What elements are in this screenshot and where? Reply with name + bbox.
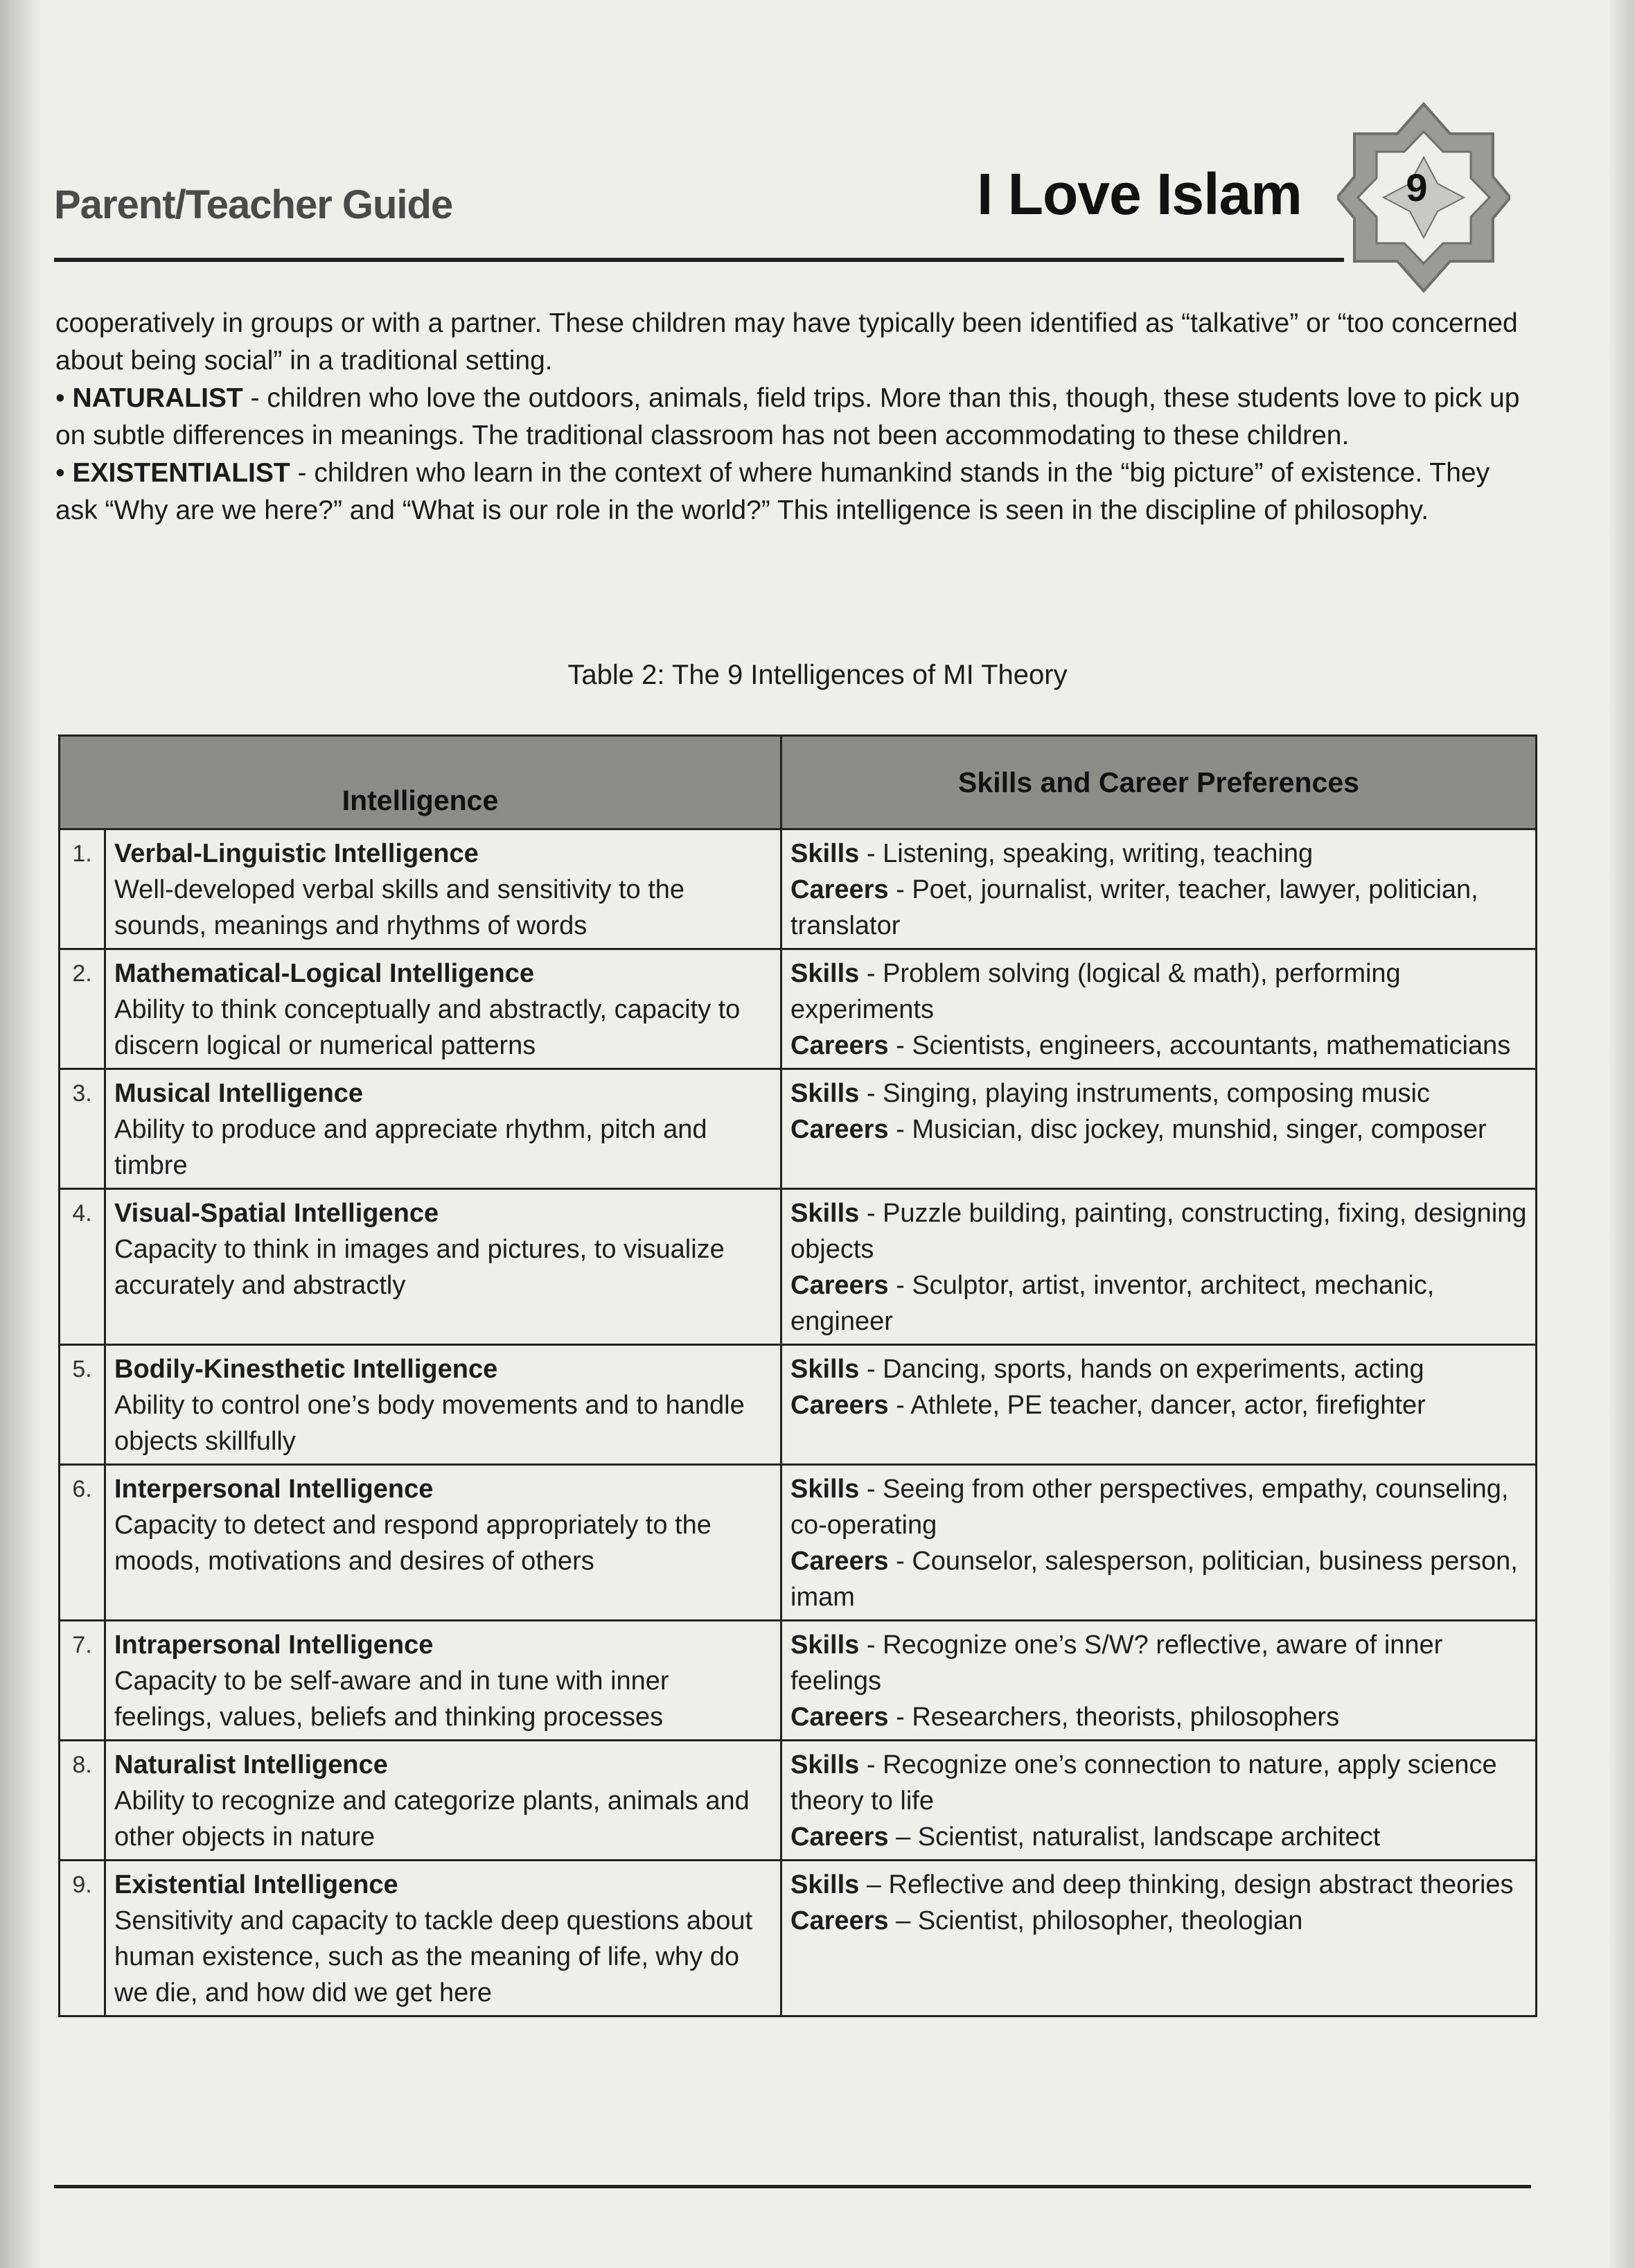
naturalist-label: NATURALIST xyxy=(72,383,243,413)
page-number: 9 xyxy=(1406,166,1428,209)
skills-label: Skills xyxy=(790,1079,860,1108)
skills-text: - Dancing, sports, hands on experiments, acting xyxy=(859,1355,1424,1384)
intelligence-cell xyxy=(105,1861,781,2016)
skills-line xyxy=(790,1075,1527,1111)
table-row xyxy=(60,1189,1537,1345)
header-intelligence: Intelligence xyxy=(60,736,781,829)
intelligence-cell xyxy=(105,1741,781,1861)
careers-text: – Scientist, philosopher, theologian xyxy=(888,1906,1303,1935)
skills-text: - Singing, playing instruments, composing music xyxy=(859,1079,1430,1108)
intelligence-description: Capacity to be self-aware and in tune with inner feelings, values, beliefs and thinking processes xyxy=(114,1667,669,1732)
skills-label: Skills xyxy=(790,1870,860,1899)
skills-text: - Problem solving (logical & math), performing experiments xyxy=(790,959,1401,1024)
footer-divider xyxy=(54,2185,1531,2188)
careers-label: Careers xyxy=(790,1906,889,1935)
skills-line xyxy=(790,1747,1527,1819)
intelligence-description: Ability to produce and appreciate rhythm, pitch and timbre xyxy=(114,1115,707,1180)
careers-label: Careers xyxy=(790,1822,889,1852)
row-number: 3. xyxy=(60,1069,105,1189)
intelligence-name: Musical Intelligence xyxy=(114,1079,363,1108)
intelligence-name: Intrapersonal Intelligence xyxy=(114,1630,434,1660)
skills-line xyxy=(790,1195,1527,1267)
intelligence-cell xyxy=(105,1189,781,1345)
skills-text: - Seeing from other perspectives, empathy, counseling, co-operating xyxy=(790,1475,1509,1540)
skills-careers-cell xyxy=(781,1465,1537,1621)
careers-label: Careers xyxy=(790,1547,889,1576)
intelligence-cell xyxy=(105,949,781,1069)
row-number: 8. xyxy=(60,1741,105,1861)
table-row xyxy=(60,1861,1537,2016)
table-caption: Table 2: The 9 Intelligences of MI Theory xyxy=(567,660,1068,690)
naturalist-text: - children who love the outdoors, animals, field trips. More than this, though, these students love to pick up on subtle differences in meanings. The traditional classroom has not been accommodating to these children. xyxy=(55,383,1520,450)
existentialist-bullet: • EXISTENTIALIST - children who learn in the context of where humankind stands in the “big picture” of existence. They ask “Why are we here?” and “What is our role in the world?” This intelligence is seen in the discipline of philosophy. xyxy=(55,458,1490,525)
skills-line xyxy=(790,836,1527,872)
careers-line xyxy=(790,1819,1527,1855)
careers-text: - Athlete, PE teacher, dancer, actor, firefighter xyxy=(888,1391,1426,1420)
table-row xyxy=(60,1741,1537,1861)
skills-text: - Recognize one’s S/W? reflective, aware of inner feelings xyxy=(790,1630,1443,1696)
careers-label: Careers xyxy=(790,1391,889,1420)
intelligence-name: Interpersonal Intelligence xyxy=(114,1475,434,1504)
skills-careers-cell xyxy=(781,1069,1537,1189)
intelligence-name: Visual-Spatial Intelligence xyxy=(114,1199,439,1228)
skills-text: - Listening, speaking, writing, teaching xyxy=(859,839,1314,868)
careers-line xyxy=(790,872,1527,944)
careers-line xyxy=(790,1111,1527,1148)
intelligence-description: Capacity to detect and respond appropriately to the moods, motivations and desires of others xyxy=(114,1511,712,1576)
careers-label: Careers xyxy=(790,875,889,904)
skills-careers-cell xyxy=(781,949,1537,1069)
careers-line xyxy=(790,1543,1527,1615)
intelligence-cell xyxy=(105,829,781,949)
skills-label: Skills xyxy=(790,1355,860,1384)
skills-label: Skills xyxy=(790,959,860,988)
careers-line xyxy=(790,1699,1527,1735)
careers-label: Careers xyxy=(790,1703,889,1732)
skills-text: - Recognize one’s connection to nature, apply science theory to life xyxy=(790,1750,1497,1816)
careers-line xyxy=(790,1903,1527,1939)
skills-careers-cell xyxy=(781,829,1537,949)
intelligence-cell xyxy=(105,1069,781,1189)
table-row xyxy=(60,1345,1537,1465)
careers-text: – Scientist, naturalist, landscape architect xyxy=(888,1822,1381,1852)
careers-text: - Musician, disc jockey, munshid, singer, composer xyxy=(888,1115,1487,1144)
row-number: 2. xyxy=(60,949,105,1069)
skills-label: Skills xyxy=(790,1199,860,1228)
skills-careers-cell xyxy=(781,1621,1537,1741)
careers-label: Careers xyxy=(790,1271,889,1300)
careers-label: Careers xyxy=(790,1115,889,1144)
page-edge-shadow-right xyxy=(1607,0,1635,2268)
intelligence-name: Existential Intelligence xyxy=(114,1870,398,1899)
intelligence-name: Naturalist Intelligence xyxy=(114,1750,388,1779)
intelligence-cell xyxy=(105,1465,781,1621)
skills-careers-cell xyxy=(781,1861,1537,2016)
skills-careers-cell xyxy=(781,1741,1537,1861)
page-edge-shadow-left xyxy=(0,0,42,2268)
table-row xyxy=(60,949,1537,1069)
intro-paragraph: cooperatively in groups or with a partner. These children may have typically been identified as “talkative” or “too concerned about being social” in a traditional setting. xyxy=(55,308,1518,376)
careers-text: - Researchers, theorists, philosophers xyxy=(888,1703,1340,1732)
intelligence-description: Ability to think conceptually and abstractly, capacity to discern logical or numerical patterns xyxy=(114,995,741,1060)
skills-label: Skills xyxy=(790,839,860,868)
header-divider xyxy=(54,258,1344,262)
intelligence-cell xyxy=(105,1621,781,1741)
intelligence-name: Bodily-Kinesthetic Intelligence xyxy=(114,1355,498,1384)
row-number: 1. xyxy=(60,829,105,949)
careers-text: - Sculptor, artist, inventor, architect, mechanic, engineer xyxy=(790,1271,1435,1336)
table-header-row xyxy=(60,736,1537,829)
intelligence-description: Capacity to think in images and pictures, to visualize accurately and abstractly xyxy=(114,1235,725,1300)
row-number: 4. xyxy=(60,1189,105,1345)
skills-line xyxy=(790,1471,1527,1543)
intelligences-table xyxy=(58,735,1537,2017)
guide-title: Parent/Teacher Guide xyxy=(54,182,453,227)
intelligence-cell xyxy=(105,1345,781,1465)
skills-careers-cell xyxy=(781,1189,1537,1345)
careers-line xyxy=(790,1267,1527,1339)
skills-line xyxy=(790,1867,1527,1903)
careers-line xyxy=(790,1387,1527,1423)
table-row xyxy=(60,1069,1537,1189)
skills-text: – Reflective and deep thinking, design abstract theories xyxy=(859,1870,1514,1899)
header-skills-careers: Skills and Career Preferences xyxy=(781,736,1537,829)
skills-text: - Puzzle building, painting, constructing, fixing, designing objects xyxy=(790,1199,1527,1264)
careers-text: - Poet, journalist, writer, teacher, lawyer, politician, translator xyxy=(790,875,1478,940)
careers-text: - Scientists, engineers, accountants, mathematicians xyxy=(888,1031,1511,1060)
table-row xyxy=(60,1465,1537,1621)
skills-label: Skills xyxy=(790,1750,860,1779)
table-body xyxy=(60,829,1537,2016)
careers-text: - Counselor, salesperson, politician, business person, imam xyxy=(790,1547,1518,1612)
skills-label: Skills xyxy=(790,1630,860,1660)
intelligence-description: Sensitivity and capacity to tackle deep questions about human existence, such as the meaning of life, why do we die, and how did we get here xyxy=(114,1906,753,2007)
intelligence-description: Ability to control one’s body movements and to handle objects skillfully xyxy=(114,1391,745,1456)
skills-careers-cell xyxy=(781,1345,1537,1465)
careers-line xyxy=(790,1028,1527,1064)
careers-label: Careers xyxy=(790,1031,889,1060)
table-row xyxy=(60,1621,1537,1741)
table-row xyxy=(60,829,1537,949)
skills-line xyxy=(790,1627,1527,1699)
intelligence-description: Ability to recognize and categorize plants, animals and other objects in nature xyxy=(114,1786,750,1852)
intelligence-name: Verbal-Linguistic Intelligence xyxy=(114,839,479,868)
intro-text xyxy=(55,305,1531,529)
existentialist-label: EXISTENTIALIST xyxy=(72,458,290,488)
skills-line xyxy=(790,956,1527,1028)
row-number: 9. xyxy=(60,1861,105,2016)
existentialist-text: - children who learn in the context of where humankind stands in the “big picture” of existence. They ask “Why are we here?” and “What is our role in the world?” This intelligence is seen in the discipline of philosophy. xyxy=(55,458,1490,525)
book-title: I Love Islam xyxy=(977,161,1302,227)
skills-line xyxy=(790,1351,1527,1387)
skills-label: Skills xyxy=(790,1475,860,1504)
row-number: 5. xyxy=(60,1345,105,1465)
row-number: 6. xyxy=(60,1465,105,1621)
intelligence-description: Well-developed verbal skills and sensitivity to the sounds, meanings and rhythms of words xyxy=(114,875,685,940)
naturalist-bullet: • NATURALIST - children who love the outdoors, animals, field trips. More than this, though, these students love to pick up on subtle differences in meanings. The traditional classroom has not been accommodating to these children. xyxy=(55,383,1520,450)
intelligence-name: Mathematical-Logical Intelligence xyxy=(114,959,535,988)
row-number: 7. xyxy=(60,1621,105,1741)
